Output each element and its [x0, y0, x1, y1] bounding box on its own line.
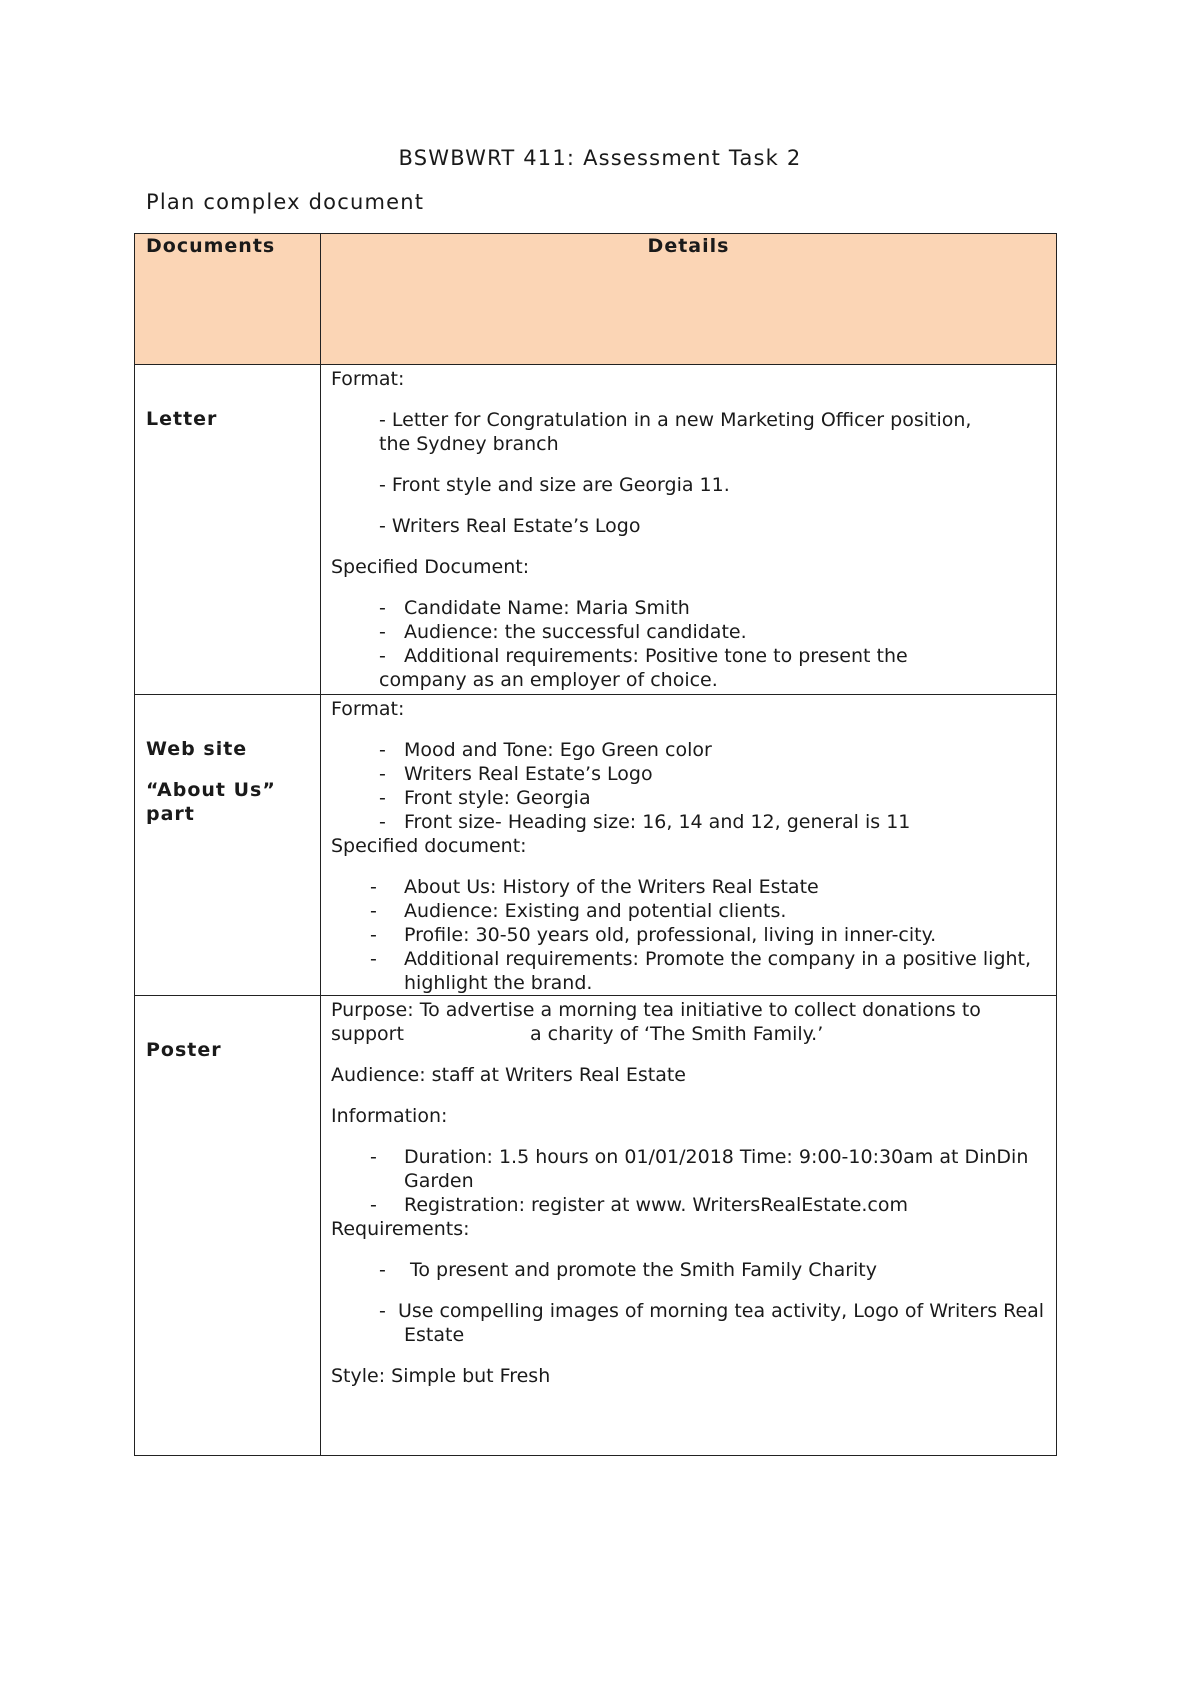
list-item: - Front style: Georgia [379, 787, 591, 809]
poster-details-cell [321, 996, 1057, 1456]
list-item: - Front size- Heading size: 16, 14 and 12, general is 11 [379, 811, 911, 833]
poster-purpose: support a charity of ‘The Smith Family.’ [331, 1023, 824, 1045]
website-label: Web site [146, 738, 248, 760]
website-specified-label: Specified document: [331, 835, 527, 857]
page-title: BSWBWRT 411: Assessment Task 2 [398, 146, 802, 170]
poster-purpose: Purpose: To advertise a morning tea initiative to collect donations to [331, 999, 981, 1021]
table-row-poster [135, 996, 1057, 1456]
letter-format-item: - Letter for Congratulation in a new Marketing Officer position, [379, 409, 972, 431]
letter-format-item: - Writers Real Estate’s Logo [379, 515, 641, 537]
list-item: - Audience: the successful candidate. [379, 621, 747, 643]
table-header-row [135, 234, 1057, 365]
list-item: - Use compelling images of morning tea activity, Logo of Writers Real Estate [379, 1300, 1045, 1346]
poster-style: Style: Simple but Fresh [331, 1365, 551, 1387]
letter-label: Letter [146, 408, 218, 430]
website-label: “About Us” [146, 779, 276, 801]
list-item: - Candidate Name: Maria Smith [379, 597, 690, 619]
page-subtitle: Plan complex document [146, 190, 425, 214]
letter-specified-label: Specified Document: [331, 556, 530, 578]
list-item: - Additional requirements: Positive tone to present the [379, 645, 908, 667]
letter-details-cell [321, 365, 1057, 695]
letter-format-item: - Front style and size are Georgia 11. [379, 474, 730, 496]
list-item: - Audience: Existing and potential clients. [370, 900, 787, 922]
letter-format-label: Format: [331, 368, 405, 390]
header-documents: Documents [135, 234, 321, 365]
table-row-website [135, 695, 1057, 996]
website-details-cell [321, 695, 1057, 996]
poster-label-cell [135, 996, 321, 1456]
list-item: - Registration: register at www. WritersRealEstate.com [370, 1194, 909, 1216]
list-item: - Additional requirements: Promote the company in a positive light, highlight the brand. [370, 948, 1032, 994]
list-item: - Writers Real Estate’s Logo [379, 763, 653, 785]
list-item: - About Us: History of the Writers Real Estate [370, 876, 819, 898]
website-label-cell [135, 695, 321, 996]
poster-label: Poster [146, 1039, 222, 1061]
list-item: - Profile: 30-50 years old, professional, living in inner-city. [370, 924, 937, 946]
letter-format-item: the Sydney branch [379, 433, 559, 455]
website-label: part [146, 803, 195, 825]
list-item: - Duration: 1.5 hours on 01/01/2018 Time: 9:00-10:30am at DinDin Garden [370, 1146, 1029, 1192]
poster-requirements-label: Requirements: [331, 1218, 470, 1240]
plan-table [134, 233, 1057, 1456]
poster-information-label: Information: [331, 1105, 448, 1127]
list-item: company as an employer of choice. [379, 669, 718, 691]
letter-label-cell [135, 365, 321, 695]
list-item: - To present and promote the Smith Family Charity [379, 1259, 877, 1281]
website-format-label: Format: [331, 698, 405, 720]
table-row-letter [135, 365, 1057, 695]
header-details: Details [321, 234, 1057, 365]
list-item: - Mood and Tone: Ego Green color [379, 739, 712, 761]
poster-audience: Audience: staff at Writers Real Estate [331, 1064, 686, 1086]
